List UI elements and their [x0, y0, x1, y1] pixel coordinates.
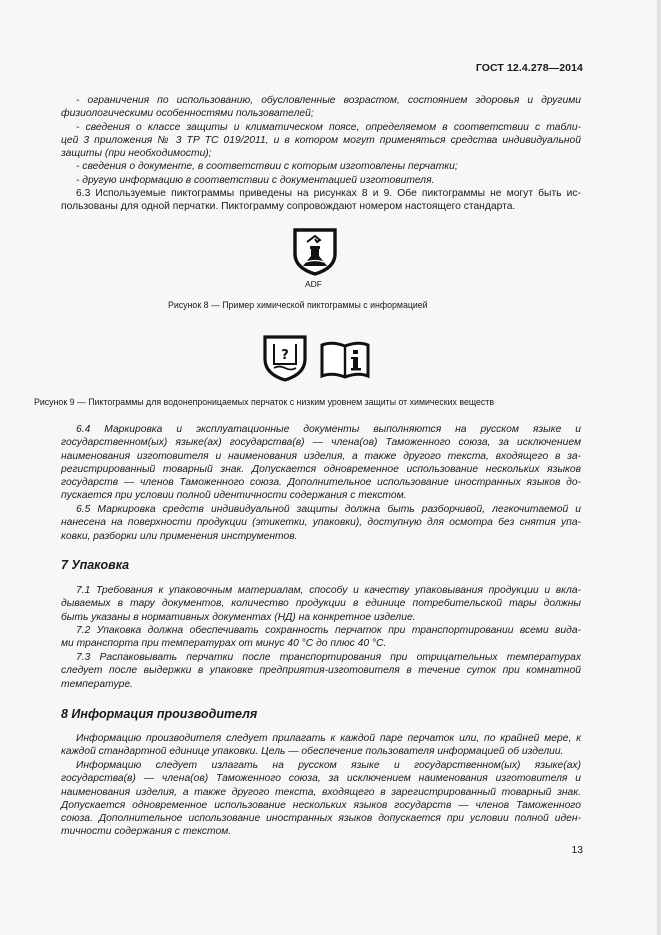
- paragraph-8-2: [61, 759, 581, 839]
- list-item: - сведения о документе, в соответствии с которым изготовлены перчатки;: [76, 161, 458, 173]
- text-line: ковки, разборки или применения инструментов.: [61, 530, 298, 542]
- text-line: дываемых в тару документов, количество продукции в единице потребительской тары должны: [61, 598, 581, 610]
- text-line: температуре.: [61, 678, 133, 690]
- text-line: государственном(ых) языке(ах) государства(в) — члена(ов) Таможенного союза, за исключением: [61, 437, 581, 449]
- text-line: 7.1 Требования к упаковочным материалам, способу и качеству упаковывания продукции и вкла-: [76, 585, 581, 596]
- text-line: пользованы для одной перчатки. Пиктограмму сопровождают номером настоящего стандарта.: [61, 201, 516, 213]
- text-line: наименования изделия, а также другого текста, входящего в зарегистрированный товарный знак.: [61, 786, 581, 798]
- text-line: Допускается одновременное использование нескольких языков государств — членов Таможенного: [61, 799, 581, 811]
- open-book-info-icon: [320, 340, 370, 380]
- section-7-title: 7 Упаковка: [61, 558, 130, 572]
- list-item: - ограничения по использованию, обусловленные возрастом, состоянием здоровья и другими: [76, 95, 581, 106]
- water-resistant-shield-icon: [262, 334, 308, 382]
- text-line: нанесена на поверхности продукции (этикетки, упаковки), доступную для осмотра без снятия упа-: [61, 517, 581, 529]
- text-line: наименования изготовителя и наименования изделия, а также другого текста, входящего в за-: [61, 450, 581, 462]
- text-line: регистрированный товарный знак. Допускается одновременное использование нескольких языков: [61, 463, 581, 475]
- text-line: государства(в) — члена(ов) Таможенного союза, за исключением наименования изготовителя и: [61, 773, 581, 785]
- text-line: каждой стандартной единице упаковки. Цель — обеспечение пользователя информацией об изделии.: [61, 746, 564, 758]
- paragraph-7-2: [61, 624, 581, 651]
- text-line: следует после выдержки в упаковке предприятия-изготовителя в течение суток при комнатной: [61, 665, 581, 677]
- figure-9-pictogram-water: [262, 334, 308, 382]
- text-line: 6.4 Маркировка и эксплуатационные документы выполняются на русском языке и: [76, 424, 581, 435]
- figure-9-pictogram-book: [320, 340, 370, 380]
- svg-text:?: ?: [281, 348, 289, 363]
- text-line: ми транспорта при температурах от минус 40 °С до плюс 40 °С.: [61, 638, 387, 650]
- chemical-flask-shield-icon: [290, 226, 340, 276]
- list-item: - другую информацию в соответствии с документацией изготовителя.: [76, 174, 435, 186]
- text-line: тичности содержания с текстом.: [61, 826, 232, 838]
- text-line: пускается при условии полной идентичности содержания с текстом.: [61, 490, 407, 502]
- figure-8-pictogram: [290, 226, 340, 278]
- paragraph-7-3: [61, 651, 581, 691]
- text-line: 7.2 Упаковка должна обеспечивать сохранность перчаток при транспортировании всеми вида-: [76, 625, 581, 636]
- paragraph-7-1: [61, 584, 581, 624]
- text-line: быть указаны в нормативных документах (НД) на конкретное изделие.: [61, 611, 416, 623]
- text-line: союза. Дополнительное использование иностранных языков допускается при условии полной иден-: [61, 813, 581, 825]
- paragraph-6-3: [61, 187, 581, 214]
- figure-8-label: ADF: [305, 279, 322, 289]
- list-items-block: [61, 94, 581, 187]
- text-line: 6.5 Маркировка средств индивидуальной защиты должна быть разборчивой, легкочитаемой и: [76, 504, 581, 515]
- text-line: Информацию производителя следует прилагать к каждой паре перчаток или, по крайней мере, к: [76, 733, 581, 744]
- list-item: - сведения о классе защиты и климатическом поясе, определяемом в соответствии с табли-: [76, 121, 581, 133]
- paragraph-8-1: [61, 732, 581, 759]
- figure-9-caption: Рисунок 9 — Пиктограммы для водонепроницаемых перчаток с низким уровнем защиты от химических веществ: [34, 397, 494, 407]
- document-standard-number: ГОСТ 12.4.278—2014: [475, 62, 583, 74]
- page-number: 13: [571, 845, 583, 856]
- list-item: защиты (при необходимости);: [61, 148, 212, 160]
- text-line: 6.3 Используемые пиктограммы приведены на рисунках 8 и 9. Обе пиктограммы не могут быть ис-: [76, 188, 581, 199]
- list-item: физиологическими особенностями пользователей;: [61, 108, 314, 120]
- list-item: цей 3 приложения № 3 ТР ТС 019/2011, и в котором могут применяться средства индивидуальной: [61, 134, 581, 146]
- text-line: государств — членов Таможенного союза. Дополнительное использование иностранных языков до-: [61, 477, 581, 489]
- text-line: 7.3 Распаковывать перчатки после транспортирования при отрицательных температурах: [76, 652, 581, 663]
- figure-8-caption: Рисунок 8 — Пример химической пиктограммы с информацией: [168, 300, 428, 310]
- text-line: Информацию следует излагать на русском языке и государственном(ых) языке(ах): [76, 760, 581, 771]
- section-8-title: 8 Информация производителя: [61, 707, 258, 721]
- paragraph-6-5: [61, 503, 581, 543]
- page-edge: [657, 0, 661, 935]
- paragraph-6-4: [61, 423, 581, 503]
